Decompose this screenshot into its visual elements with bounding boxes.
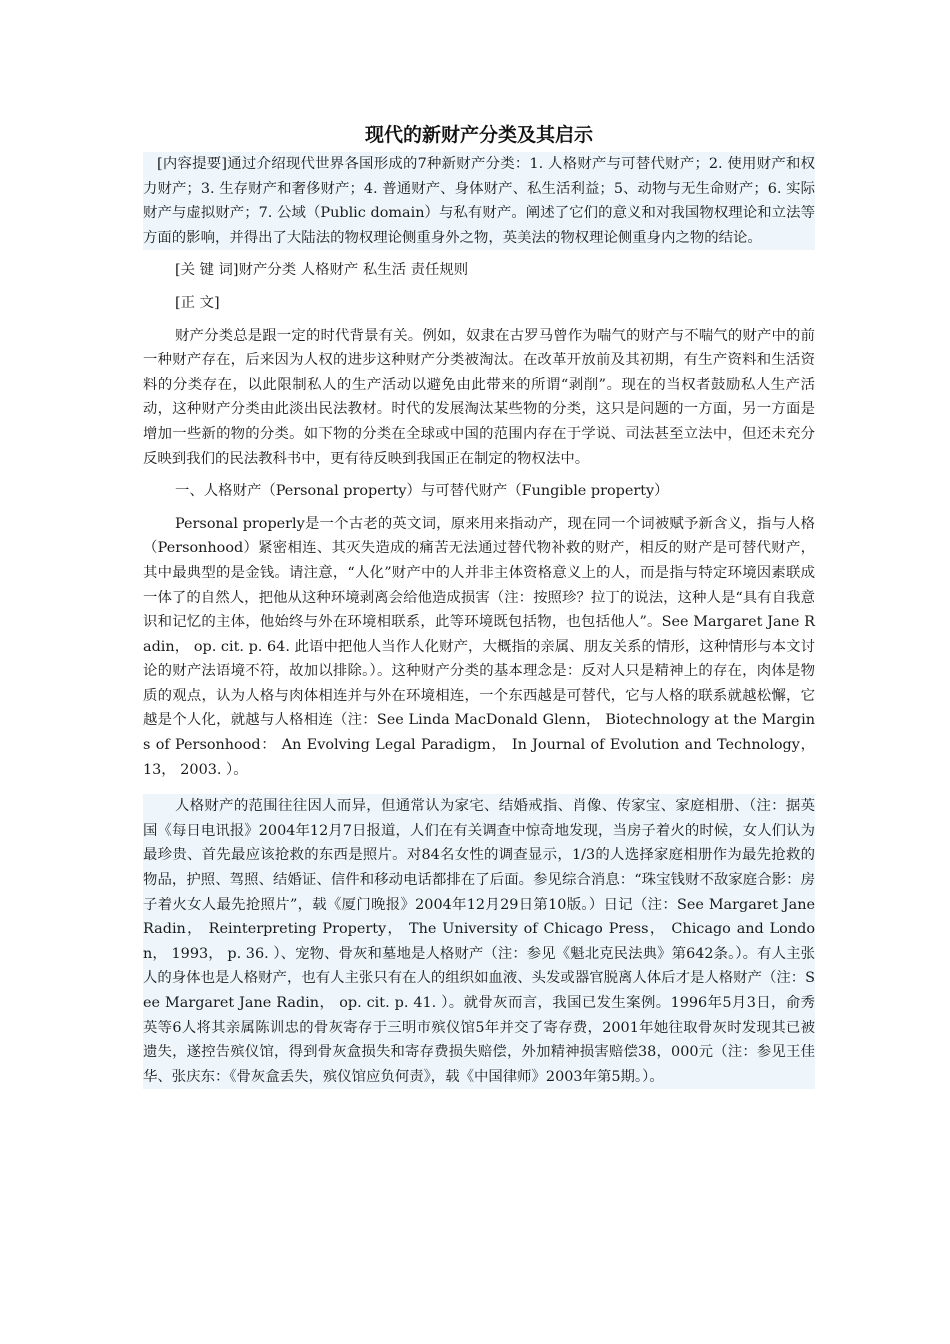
personal-property-paragraph: Personal properly是一个古老的英文词，原来用来指动产，现在同一个词被赋予新含义，指与人格（Personhood）紧密相连、其灭失造成的痛苦无法通过替代物补救的财产，相反的财产是可替代财产，其中最典型的是金钱。请注意，“人化”财产中的人并非主体资格意义上的人，而是指与特定环境因素联成一体了的自然人，把他从这种环境剥离会给他造成损害（注：按照珍？拉丁的说法，这种人是“具有自我意识和记忆的主体，他始终与外在环境相联系，此等环境既包括物，也包括他人”。See Margaret Jane Radin， op. cit. p. 64. 此语中把他人当作人化财产，大概指的亲属、朋友关系的情形，这种情形与本文讨论的财产法语境不符，故加以排除。）。这种财产分类的基本理念是：反对人只是精神上的存在，肉体是物质的观点，认为人格与肉体相连并与外在环境相连，一个东西越是可替代，它与人格的联系就越松懈，它越是个人化，就越与人格相连（注：See Linda MacDonald Glenn， Biotechnology at the Margins of Personhood： An Evolving Legal Paradigm， In Journal of Evolution and Technology， 13， 2003. ）。 bbox=[143, 515, 815, 778]
document-title: 现代的新财产分类及其启示 bbox=[364, 124, 593, 146]
keywords-line: [关 键 词]财产分类 人格财产 私生活 责任规则 bbox=[175, 262, 469, 279]
intro-paragraph: 财产分类总是跟一定的时代背景有关。例如，奴隶在古罗马曾作为喘气的财产与不喘气的财产中的前一种财产存在，后来因为人权的进步这种财产分类被淘汰。在改革开放前及其初期，有生产资料和生活资料的分类存在，以此限制私人的生产活动以避免由此带来的所谓“剥削”。现在的当权者鼓励私人生产活动，这种财产分类由此淡出民法教材。时代的发展淘汰某些物的分类，这只是问题的一方面，另一方面是增加一些新的物的分类。如下物的分类在全球或中国的范围内存在于学说、司法甚至立法中，但还未充分反映到我们的民法教科书中，更有待反映到我国正在制定的物权法中。 bbox=[143, 327, 815, 467]
scope-paragraph: 人格财产的范围往往因人而异，但通常认为家宅、结婚戒指、肖像、传家宝、家庭相册、（注：据英国《每日电讯报》2004年12月7日报道，人们在有关调查中惊奇地发现，当房子着火的时候，女人们认为最珍贵、首先最应该抢救的东西是照片。对84名女性的调查显示，1/3的人选择家庭相册作为最先抢救的物品，护照、驾照、结婚证、信件和移动电话都排在了后面。参见综合消息：“珠宝钱财不敌家庭合影：房子着火女人最先抢照片”，载《厦门晚报》2004年12月29日第10版。）日记（注：See Margaret Jane Radin， Reinterpreting Property， The University of Chicago Press， Chicago and London， 1993， p. 36. ）、宠物、骨灰和墓地是人格财产（注：参见《魁北克民法典》第642条。）。有人主张人的身体也是人格财产，也有人主张只有在人的组织如血液、头发或器官脱离人体后才是人格财产（注：See Margaret Jane Radin， op. cit. p. 41. ）。就骨灰而言，我国已发生案例。1996年5月3日，俞秀英等6人将其亲属陈训忠的骨灰寄存于三明市殡仪馆5年并交了寄存费，2001年她往取骨灰时发现其已被遗失，遂控告殡仪馆，得到骨灰盒损失和寄存费损失赔偿，外加精神损害赔偿38，000元（注：参见王佳华、张庆东：《骨灰盒丢失，殡仪馆应负何责》，载《中国律师》2003年第5期。）。 bbox=[143, 794, 815, 1089]
document-page bbox=[143, 118, 815, 1089]
section-heading: 一、人格财产（Personal property）与可替代财产（Fungible property） bbox=[175, 483, 669, 500]
main-text-label: [正 文] bbox=[175, 294, 220, 311]
abstract-paragraph: [内容提要]通过介绍现代世界各国形成的7种新财产分类：1. 人格财产与可替代财产；2. 使用财产和权力财产；3. 生存财产和奢侈财产；4. 普通财产、身体财产、私生活利益；5、动物与无生命财产；6. 实际财产与虚拟财产；7. 公域（Public domain）与私有财产。阐述了它们的意义和对我国物权理论和立法等方面的影响，并得出了大陆法的物权理论侧重身外之物，英美法的物权理论侧重身内之物的结论。 bbox=[143, 152, 815, 250]
